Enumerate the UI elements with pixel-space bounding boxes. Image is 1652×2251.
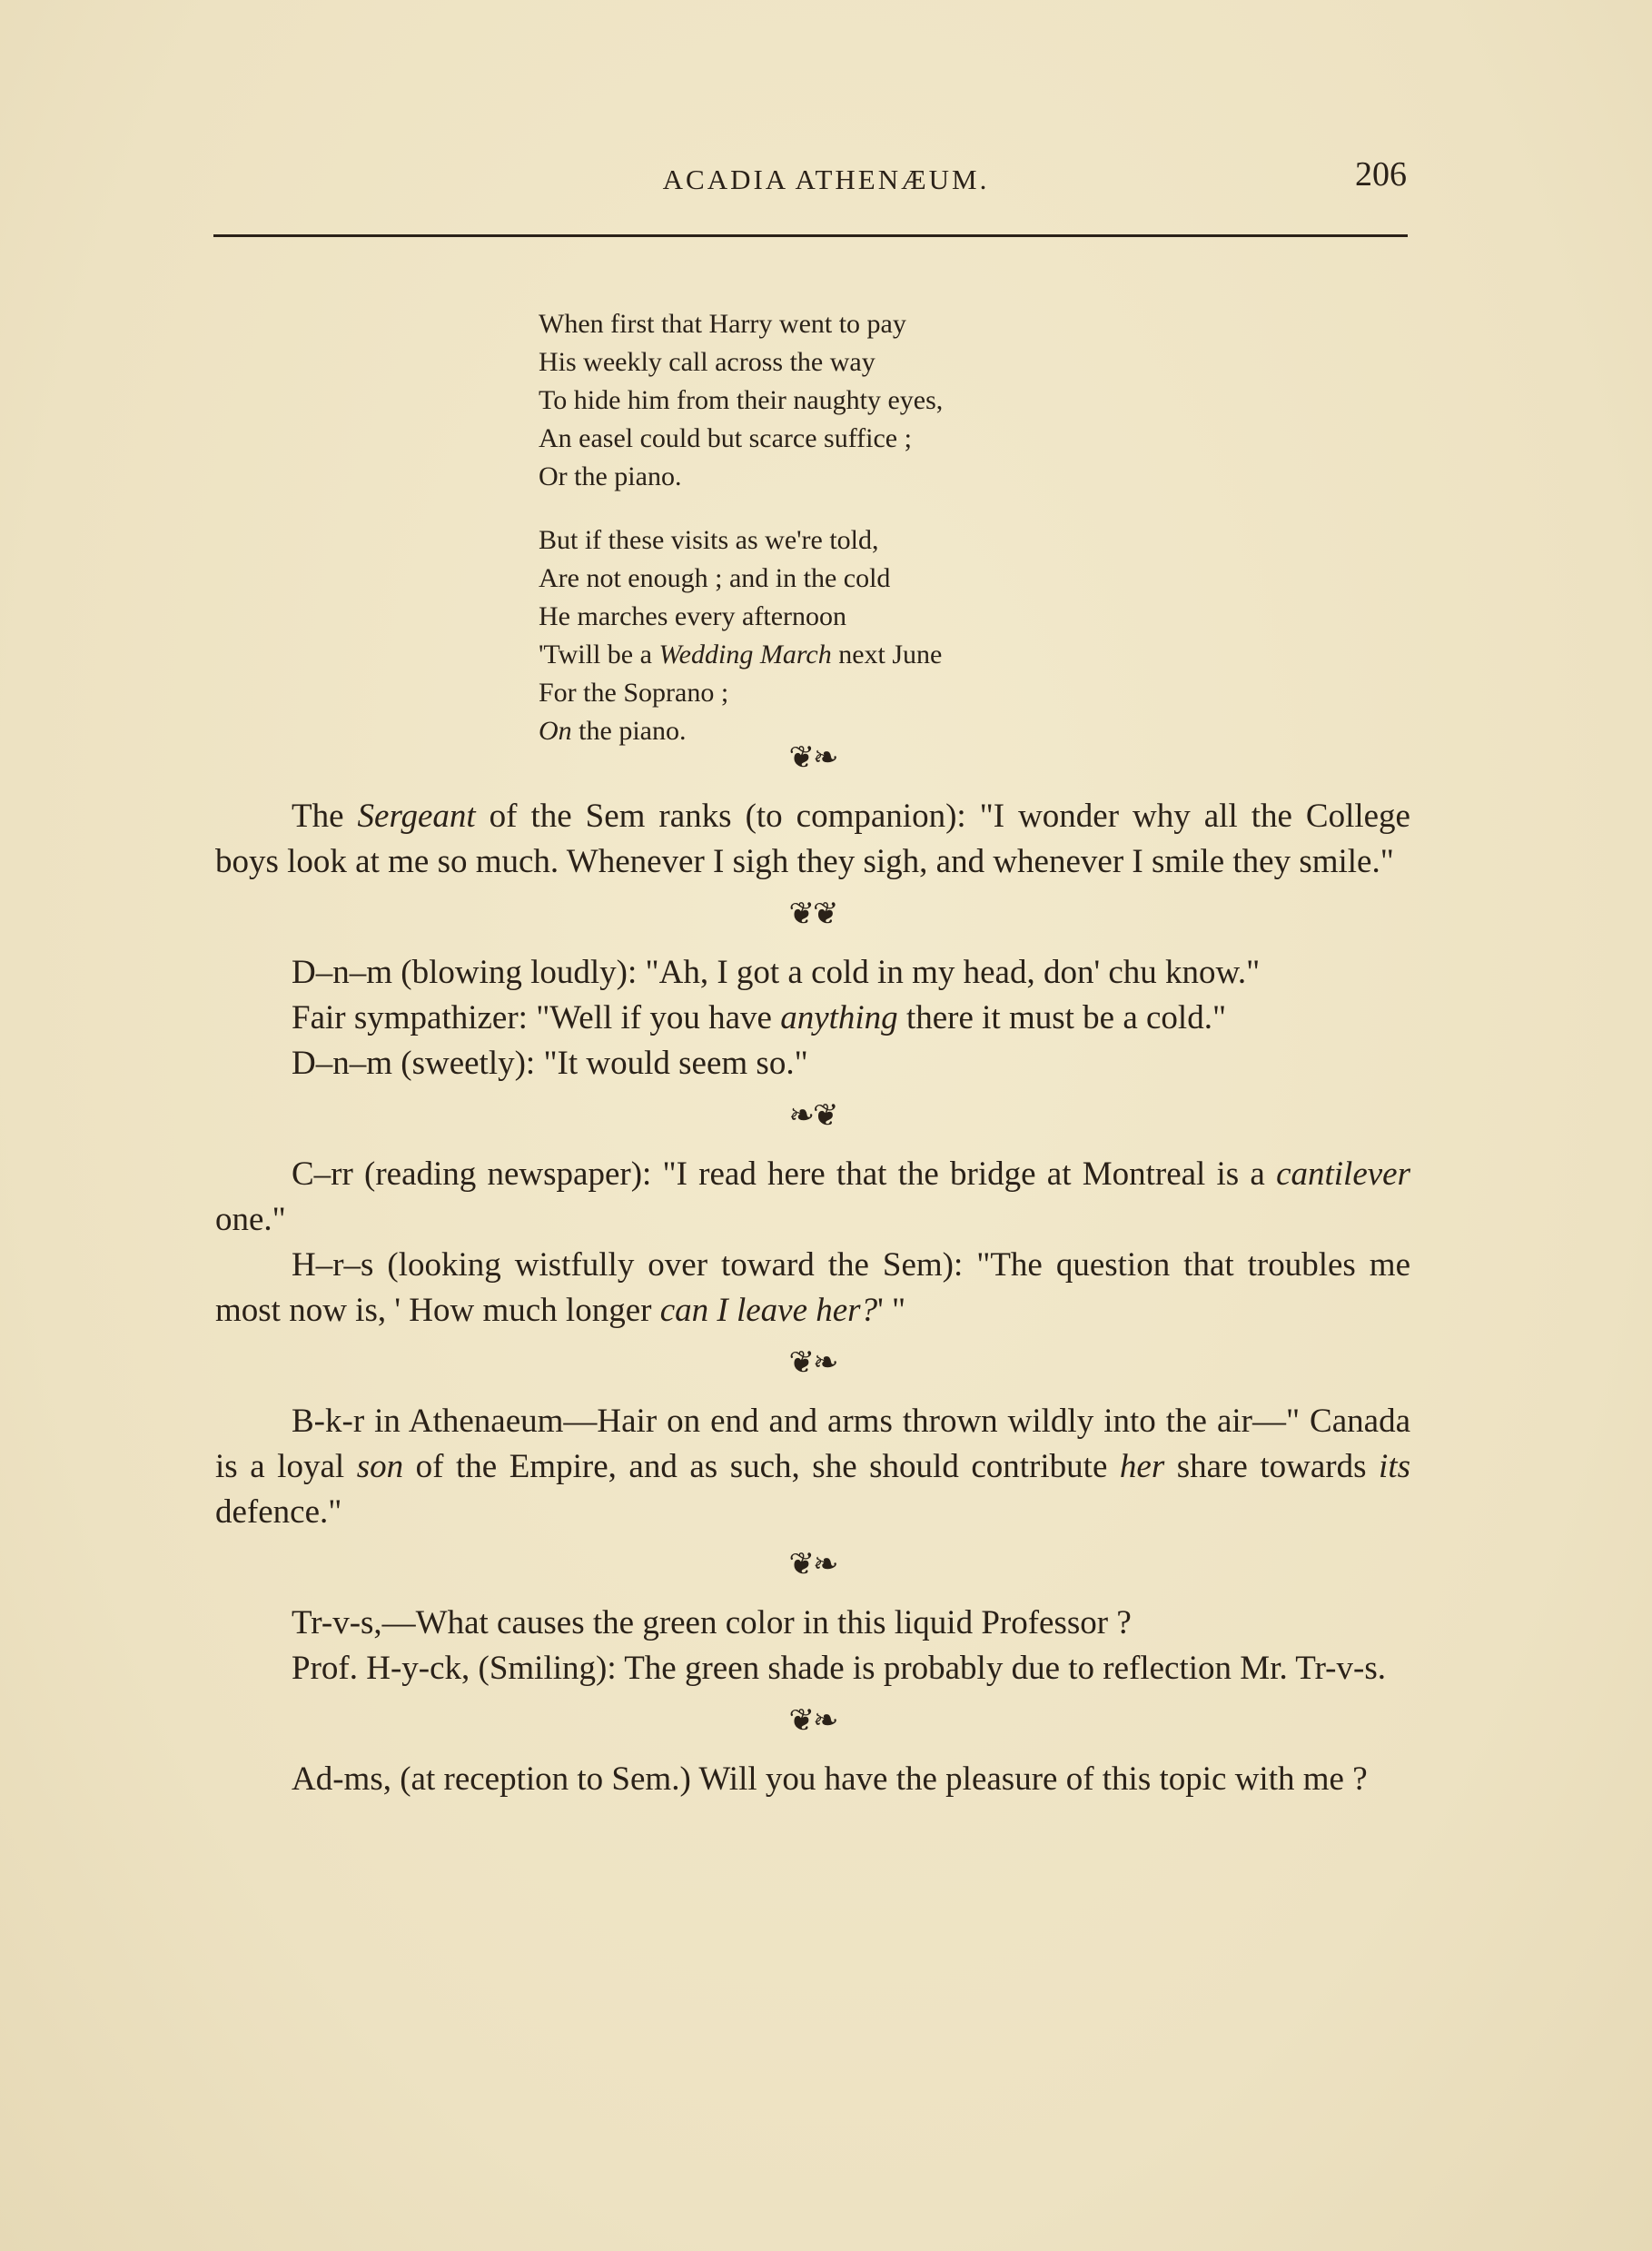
paragraph-trvs: Tr-v-s,—What causes the green color in this liquid Professor ?: [292, 1604, 1132, 1641]
poem-stanza-2: [539, 521, 943, 750]
text-span: 'Twill be a: [539, 640, 659, 669]
paragraph-hrs: [215, 1243, 1410, 1334]
italic-text: anything: [780, 999, 898, 1036]
paragraph-dnm-1: D–n–m (blowing loudly): "Ah, I got a cold in my head, don' chu know.": [292, 954, 1261, 991]
ornament-divider: ❦❦: [788, 897, 837, 931]
paragraph-sergeant: [215, 794, 1410, 885]
ornament-divider: ❦❧: [788, 1346, 837, 1380]
italic-text: its: [1379, 1448, 1411, 1485]
poem-line: Are not enough ; and in the cold: [539, 563, 891, 593]
poem-line: [539, 636, 943, 674]
paragraph-dnm-2: D–n–m (sweetly): "It would seem so.": [292, 1045, 808, 1082]
paragraph-prof: Prof. H-y-ck, (Smiling): The green shade is probably due to reflection Mr. Tr-v-s.: [292, 1650, 1386, 1687]
italic-text: her: [1119, 1448, 1165, 1485]
text-span: The: [292, 798, 358, 835]
italic-text: son: [356, 1448, 404, 1485]
text-span: B-k-r in Athenaeum—Hair on end and arms thrown wildly into the air—" Canada is a loyal: [215, 1403, 1410, 1485]
poem-line: But if these visits as we're told,: [539, 525, 879, 555]
text-span: ' ": [877, 1292, 906, 1329]
ornament-divider: ❦❧: [788, 741, 837, 775]
paragraph-crr: [215, 1152, 1410, 1243]
running-title: ACADIA ATHENÆUM.: [662, 164, 990, 195]
paragraph-fair-sympathizer: [215, 996, 1410, 1041]
poem-line: Or the piano.: [539, 461, 682, 491]
text-span: next June: [831, 640, 943, 669]
text-span: one.": [215, 1201, 286, 1238]
poem: [539, 305, 943, 776]
paragraph-adms: Ad-ms, (at reception to Sem.) Will you have the pleasure of this topic with me ?: [292, 1760, 1368, 1798]
italic-text: can I leave her?: [659, 1292, 878, 1329]
text-span: there it must be a cold.": [897, 999, 1227, 1036]
poem-line: To hide him from their naughty eyes,: [539, 385, 944, 415]
text-span: of the Empire, and as such, she should contribute: [403, 1448, 1120, 1485]
poem-line: An easel could but scarce suffice ;: [539, 423, 912, 453]
paragraph-bkr: [215, 1399, 1410, 1535]
page-header: [0, 154, 1652, 209]
ornament-divider: ❦❧: [788, 1548, 837, 1582]
header-rule: [213, 234, 1408, 237]
poem-line: For the Soprano ;: [539, 678, 729, 708]
italic-text: Wedding March: [658, 640, 832, 669]
ornament-divider: ❦❧: [788, 1704, 837, 1738]
ornament-divider: ❧❦: [788, 1099, 837, 1133]
page-number: 206: [1355, 155, 1407, 193]
poem-line: His weekly call across the way: [539, 347, 875, 377]
poem-stanza-1: [539, 305, 943, 496]
text-span: H–r–s (looking wistfully over toward the Sem): "The question that troubles me most now is, ' How much longer: [215, 1246, 1410, 1329]
text-span: Fair sympathizer: "Well if you have: [292, 999, 781, 1036]
poem-line: He marches every afternoon: [539, 601, 846, 631]
text-span: C–rr (reading newspaper): "I read here that the bridge at Montreal is a: [292, 1155, 1277, 1193]
text-span: the piano.: [571, 716, 687, 746]
page-content: [215, 741, 1411, 1802]
italic-text: cantilever: [1276, 1155, 1410, 1193]
italic-text: Sergeant: [357, 798, 476, 835]
italic-text: On: [539, 716, 572, 746]
poem-line: When first that Harry went to pay: [539, 309, 906, 339]
text-span: defence.": [215, 1493, 342, 1531]
text-span: of the Sem ranks (to companion): "I wonder why all the College boys look at me so much. Whenever I sigh they sigh, and whenever I smile they smile.": [215, 798, 1410, 880]
text-span: share towards: [1164, 1448, 1380, 1485]
